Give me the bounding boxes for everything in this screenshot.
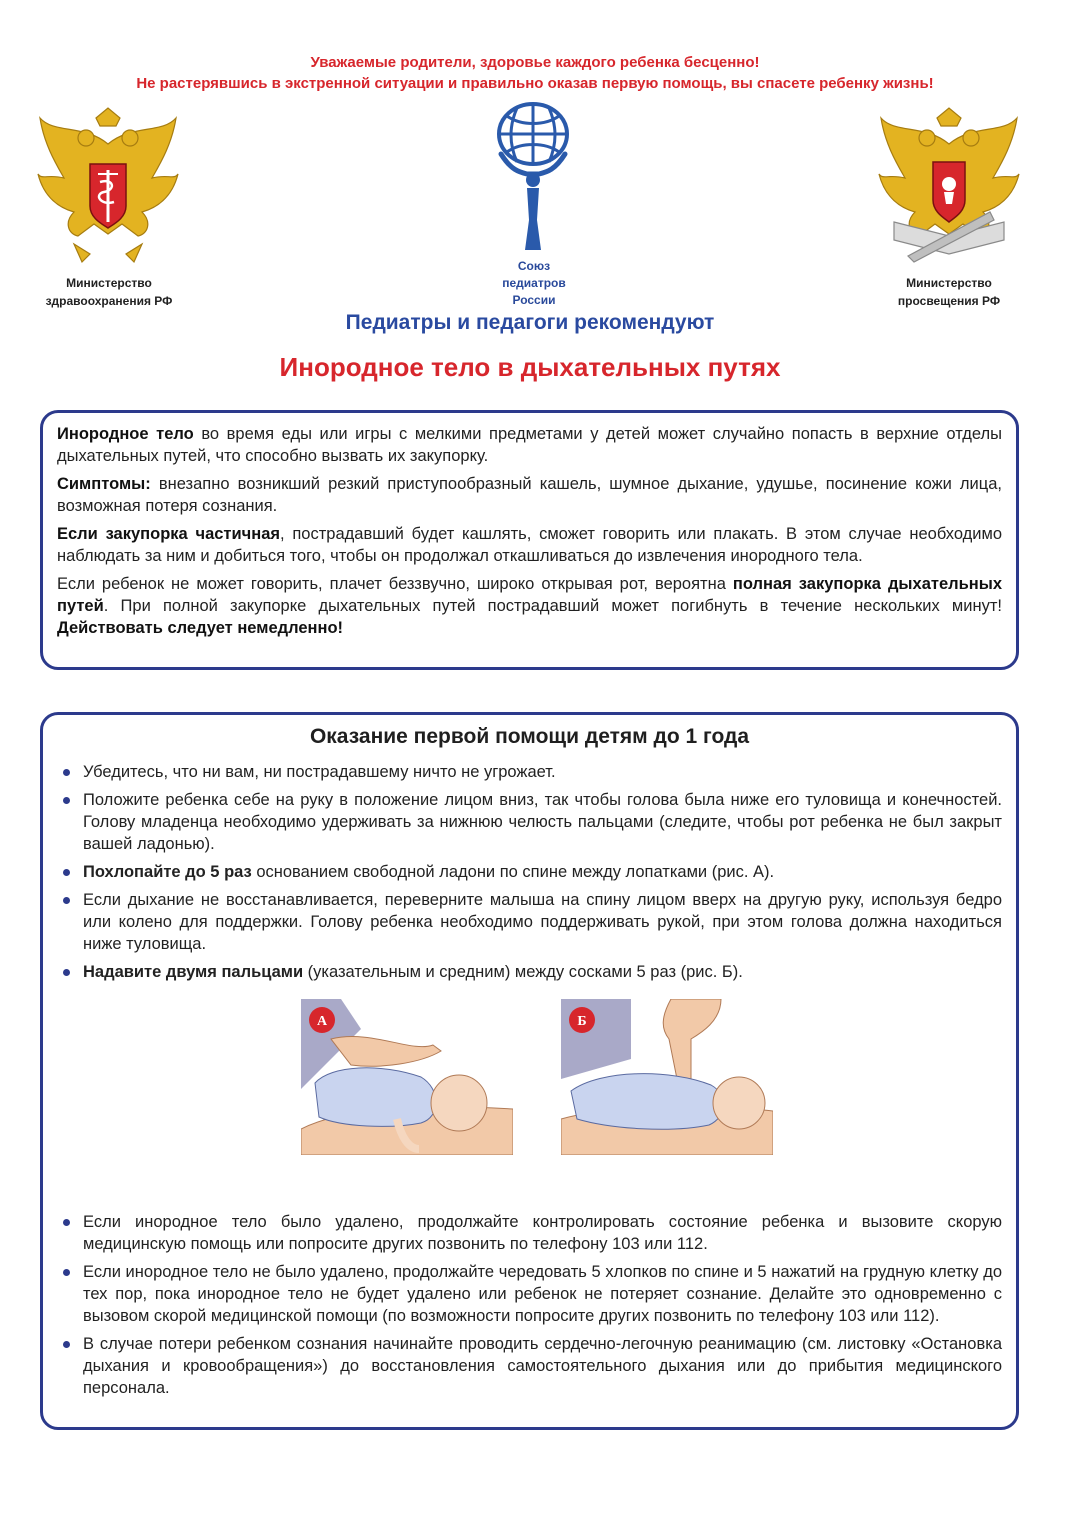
step-3-bold: Похлопайте до 5 раз	[83, 863, 252, 881]
org-center-line-2: педиатров	[502, 276, 566, 290]
figure-a-label: А	[316, 1014, 328, 1029]
first-aid-panel	[40, 712, 1019, 1430]
intro-p4-bold-2: Действовать следует немедленно!	[57, 619, 344, 637]
step-item: Если инородное тело было удалено, продолжайте контролировать состояние ребенка и вызовите скорую медицинскую помощь или попросите других позвонить по телефону 103 или 112.	[57, 1211, 1002, 1255]
first-aid-title: Оказание первой помощи детям до 1 года	[309, 725, 750, 748]
page-title: Инородное тело в дыхательных путях	[279, 352, 781, 382]
org-pediatricians-caption	[470, 258, 598, 309]
step-item	[57, 961, 1002, 983]
education-ministry-emblem-icon	[874, 104, 1024, 266]
step-item: Если инородное тело не было удалено, продолжайте чередовать 5 хлопков по спине и 5 нажатий на грудную клетку до тех пор, пока инородное тело не будет удалено или ребенок не потеряет сознание. Делайте это одновременно с вызовом скорой медицинской помощи (по возможности попросите других позвонить по телефону 103 или 112).	[57, 1261, 1002, 1327]
step-item: Убедитесь, что ни вам, ни пострадавшему ничто не угрожает.	[57, 761, 1002, 783]
intro-p1-text: во время еды или игры с мелкими предметами у детей может случайно попасть в верхние отделы дыхательных путей, что способно вызвать их закупорку.	[57, 425, 1002, 465]
step-3-text: основанием свободной ладони по спине между лопатками (рис. А).	[251, 863, 775, 881]
health-ministry-emblem-icon	[34, 104, 182, 266]
org-left-line-1: Министерство	[66, 276, 152, 290]
org-center-line-1: Союз	[517, 259, 551, 273]
figure-a-back-blows-illustration	[301, 999, 513, 1155]
intro-p4-bold-1: полная закупорка дыхательных путей	[57, 575, 1002, 615]
slogan-line-2: Не растерявшись в экстренной ситуации и правильно оказав первую помощь, вы спасете ребенку жизнь!	[136, 75, 934, 92]
intro-p2-text: внезапно возникший резкий приступообразный кашель, шумное дыхание, удушье, посинение кожи лица, возможная потеря сознания.	[57, 475, 1002, 515]
org-education-ministry-caption	[860, 274, 1038, 310]
step-5-text: (указательным и средним) между сосками 5 раз (рис. Б).	[303, 963, 743, 981]
intro-p4-text-1: Если ребенок не может говорить, плачет беззвучно, широко открывая рот, вероятна	[57, 575, 733, 593]
slogan-line-1: Уважаемые родители, здоровье каждого ребенка бесценно!	[310, 54, 760, 71]
figure-b-chest-press-illustration	[561, 999, 773, 1155]
intro-paragraph-3	[57, 523, 1002, 567]
top-slogan	[0, 52, 1070, 94]
org-right-line-1: Министерство	[906, 276, 992, 290]
intro-paragraph-1	[57, 423, 1002, 467]
step-item: Положите ребенка себе на руку в положение лицом вниз, так чтобы голова была ниже его туловища и конечностей. Голову младенца необходимо удерживать за нижнюю челюсть пальцами (следите, чтобы рот ребенка не был закрыт вашей ладонью).	[57, 789, 1002, 855]
intro-panel	[40, 410, 1019, 670]
org-left-line-2: здравоохранения РФ	[45, 294, 173, 308]
intro-p2-bold: Симптомы:	[57, 475, 151, 493]
intro-p3-text: , пострадавший будет кашлять, сможет говорить или плакать. В этом случае необходимо наблюдать за ним и добиться того, чтобы он продолжал откашливаться до извлечения инородного тела.	[57, 525, 1002, 565]
step-item: Если дыхание не восстанавливается, переверните малыша на спину лицом вверх на другую руку, используя бедро или колено для поддержки. Голову ребенка необходимо поддерживать рукой, при этом голова должна находиться ниже туловища.	[57, 889, 1002, 955]
first-aid-steps-top	[57, 761, 1002, 983]
intro-p1-bold: Инородное тело	[57, 425, 194, 443]
step-item	[57, 861, 1002, 883]
figures-row	[57, 989, 1002, 1207]
figure-b-label: Б	[577, 1014, 587, 1029]
intro-paragraph-2	[57, 473, 1002, 517]
recommend-heading: Педиатры и педагоги рекомендуют	[345, 311, 715, 334]
org-right-line-2: просвещения РФ	[897, 294, 1001, 308]
org-health-ministry-caption	[20, 274, 198, 310]
first-aid-steps-bottom	[57, 1211, 1002, 1399]
org-center-line-3: России	[512, 293, 556, 307]
step-item: В случае потери ребенком сознания начинайте проводить сердечно-легочную реанимацию (см. листовку «Остановка дыхания и кровообращения») до восстановления самостоятельного дыхания или до прибытия медицинского персонала.	[57, 1333, 1002, 1399]
pediatricians-union-logo-icon	[487, 100, 579, 260]
intro-p3-bold: Если закупорка частичная	[57, 525, 281, 543]
intro-p4-text-2: . При полной закупорке дыхательных путей пострадавший может погибнуть в течение нескольких минут!	[103, 597, 1002, 615]
step-5-bold: Надавите двумя пальцами	[83, 963, 304, 981]
intro-paragraph-4	[57, 573, 1002, 639]
